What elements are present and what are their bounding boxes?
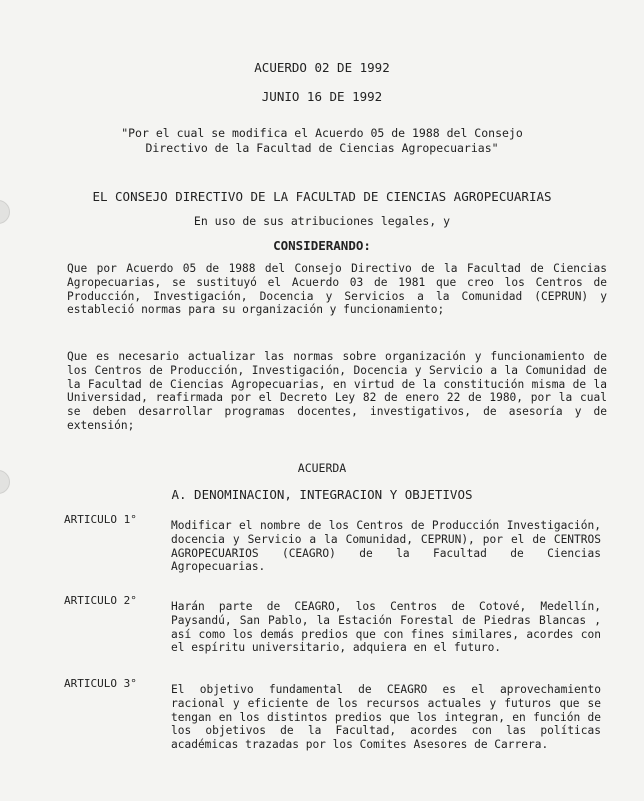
article-text: Harán parte de CEAGRO, los Centros de Cotové, Medellín, Paysandú, San Pablo, la Estación Forestal de Piedras Blancas , así como los demás predios que con fines similares, acordes con el espíritu universitario, adquiera en el futuro. — [171, 600, 601, 655]
considerando-paragraph: Que es necesario actualizar las normas sobre organización y funcionamiento de los Centros de Producción, Investigación, Docencia y Servicio a la Comunidad de la Facultad de Ciencias Agropecuarias, en virtud de la constitución misma de la Universidad, reafirmada por el Decreto Ley 82 de enero 22 de 1980, por la cual se deben desarrollar programas docentes, investigativos, de asesoría y de extensión; — [67, 350, 607, 432]
acuerda-heading: ACUERDA — [297, 461, 347, 475]
article-text: El objetivo fundamental de CEAGRO es el aprovechamiento racional y eficiente de los recursos actuales y futuros que se tengan en los distintos predios que los integran, en función de los objetivos de la Facultad, acordes con las políticas académicas trazadas por los Comites Asesores de Carrera. — [171, 683, 601, 752]
article-label: ARTICULO 1° — [64, 513, 137, 526]
article-label: ARTICULO 2° — [64, 594, 137, 607]
article-text: Modificar el nombre de los Centros de Producción Investigación, docencia y Servicio a la Comunidad, CEPRUN), por el de CENTROS AGROPECUARIOS (CEAGRO) de la Facultad de Ciencias Agropecuarias. — [171, 519, 601, 574]
document-title: ACUERDO 02 DE 1992 — [254, 60, 390, 75]
document-date: JUNIO 16 DE 1992 — [261, 89, 383, 104]
article-label: ARTICULO 3° — [64, 677, 137, 690]
powers-line: En uso de sus atribuciones legales, y — [193, 214, 451, 228]
subtitle-line: "Por el cual se modifica el Acuerdo 05 de 1988 del Consejo — [121, 126, 523, 140]
considerando-heading: CONSIDERANDO: — [273, 238, 371, 253]
document-subtitle — [0, 126, 644, 156]
council-heading: EL CONSEJO DIRECTIVO DE LA FACULTAD DE CIENCIAS AGROPECUARIAS — [92, 189, 552, 204]
considerando-paragraph: Que por Acuerdo 05 de 1988 del Consejo Directivo de la Facultad de Ciencias Agropecuarias, se sustituyó el Acuerdo 03 de 1981 que creo los Centros de Producción, Investigación, Docencia y Servicios a la Comunidad (CEPRUN) y estableció normas para su organización y funcionamiento; — [67, 262, 607, 317]
subtitle-line: Directivo de la Facultad de Ciencias Agropecuarias" — [145, 141, 499, 155]
section-heading: A. DENOMINACION, INTEGRACION Y OBJETIVOS — [171, 487, 473, 502]
